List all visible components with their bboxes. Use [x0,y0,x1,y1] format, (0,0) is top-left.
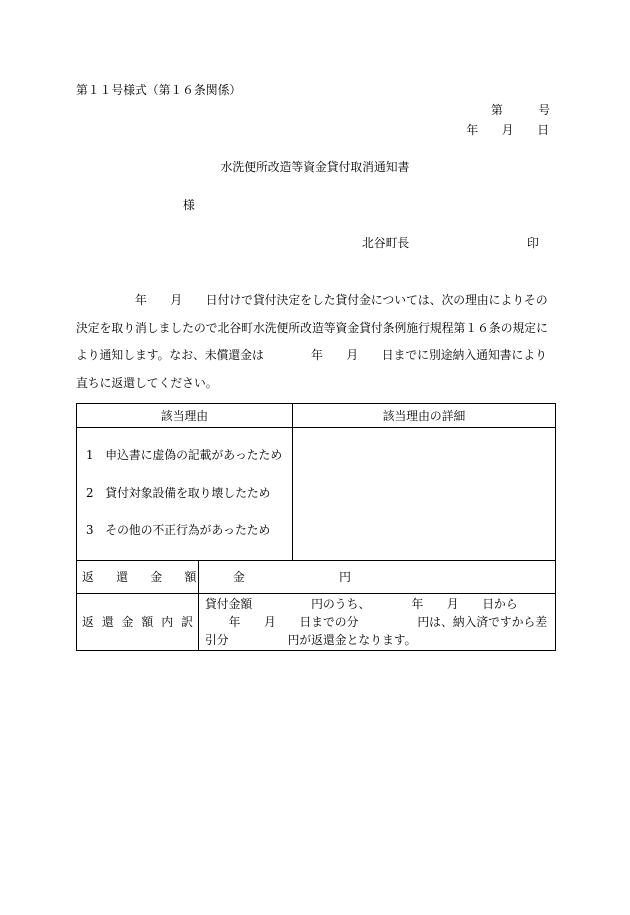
refund-amount-value: 金 円 [199,561,555,593]
refund-breakdown-line: 引分 円が返還金となります。 [205,633,417,647]
addressee-honorific: 様 [183,198,195,212]
sender-name: 北谷町長 [362,236,410,250]
notice-body-line: 年 月 日付けで貸付決定をした貸付金については、次の理由によりその [76,293,548,307]
reason-item: 3 その他の不正行為があったため [86,523,271,537]
document-number-field: 第 号 [491,103,550,117]
reason-table [76,403,556,651]
refund-breakdown-line: 年 月 日までの分 円は、納入済ですから差 [205,615,548,629]
refund-breakdown-line: 貸付金額 円のうち、 年 月 日から [205,597,518,611]
reason-list [77,428,292,560]
notice-body-line: 直ちに返還してください。 [76,376,218,391]
document-title: 水洗便所改造等資金貸付取消通知書 [220,160,410,174]
notice-body-line: より通知します。なお、未償還金は 年 月 日までに別途納入通知書により [76,348,547,363]
header-reason-details: 該当理由の詳細 [293,404,555,427]
reason-item: 2 貸付対象設備を取り壊したため [86,485,271,500]
reason-item: 1 申込書に虚偽の記載があったため [86,448,283,462]
header-reason: 該当理由 [77,404,292,427]
refund-breakdown-text [199,594,555,650]
form-number: 第１１号様式（第１６条関係） [76,83,242,97]
refund-amount-label: 返 還 金 額 [77,561,198,593]
seal-mark: 印 [527,236,539,250]
reason-details-cell [293,428,555,560]
refund-breakdown-label: 返 還 金 額 内 訳 [77,594,198,650]
notice-body-line: 決定を取り消しましたので北谷町水洗便所改造等資金貸付条例施行規程第１６条の規定に [76,320,548,335]
issue-date-field: 年 月 日 [466,123,549,137]
notice-body [76,287,556,398]
